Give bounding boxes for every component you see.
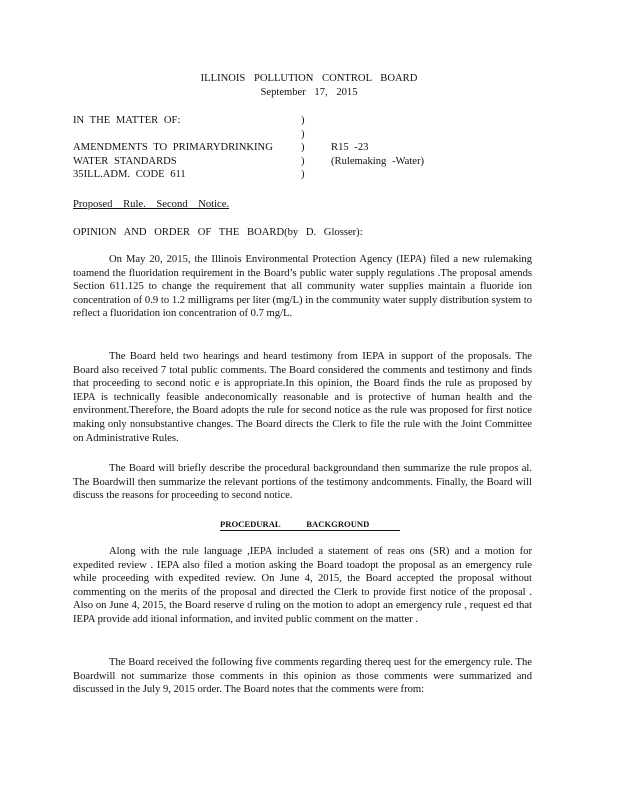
caption-right-line: [331, 128, 531, 142]
caption-parens: [301, 114, 313, 182]
caption-paren: ): [301, 155, 305, 167]
paragraph-text: Along with the rule language ,IEPA included a statement of reas ons (SR) and a motion for expedited review . IEPA also filed a motion asking the Board toadopt the proposal as an emergency rule while proceeding with expedited review. On June 4, 2015, the Board accepted the proposal without commenting on the merits of the proposal and directed the Clerk to provide first notice of the proposal . Also on June 4, 2015, the Board reserve d ruling on the motion to adopt an emergency rule , request ed that IEPA provide add itional information, and invited public comment on the matter .: [73, 546, 532, 625]
document-date: September 17, 2015: [260, 87, 358, 98]
caption-paren: ): [301, 128, 305, 140]
caption-left-line: 35ILL.ADM. CODE 611: [73, 169, 186, 181]
paragraph-4: [73, 545, 532, 627]
paragraph-text: On May 20, 2015, the Illinois Environmental Protection Agency (IEPA) filed a new rulemaking toamend the fluoridation requirement in the Board’s public water supply regulations .The proposal amends Section 611.125 to change the requirement that all community water supplies maintain a fluoride ion concentration of 0.9 to 1.2 milligrams per liter (mg/L) in the community water supply distribution system to reflect a fluoridation ion concentration of 0.7 mg/L.: [73, 254, 532, 320]
caption-left-line: AMENDMENTS TO PRIMARYDRINKING: [73, 142, 273, 154]
paragraph-text: The Board received the following five comments regarding thereq uest for the emergency rule. The Boardwill not summarize those comments in this opinion as those comments were summarized and discussed in the July 9, 2015 order. The Board notes that the comments were from:: [73, 657, 532, 696]
opinion-heading: OPINION AND ORDER OF THE BOARD(by D. Glosser):: [73, 227, 363, 238]
caption-left-line: WATER STANDARDS: [73, 155, 177, 167]
paragraph-1: [73, 253, 532, 321]
proposed-rule-notice: Proposed Rule. Second Notice.: [73, 199, 230, 210]
caption-right-line: [331, 168, 531, 182]
caption-right-line: [331, 114, 531, 128]
section-title-procedural-background: PROCEDURAL BACKGROUND: [220, 519, 400, 531]
caption-left-line: [73, 128, 303, 142]
caption-right: [331, 114, 531, 182]
paragraph-text: The Board held two hearings and heard testimony from IEPA in support of the proposals. The Board also received 7 total public comments. The Board considered the comments and testimony and finds that proceeding to second notic e is appropriate.In this opinion, the Board finds the rule as proposed by IEPA is technically feasible andeconomically reasonable and is protective of human health and the environment.Therefore, the Board adopts the rule for second notice as the rule was proposed for first notice making only nonsubstantive changes. The Board directs the Clerk to file the rule with the Joint Committee on Administrative Rules.: [73, 351, 532, 444]
caption-paren: ): [301, 169, 305, 181]
paragraph-3: [73, 462, 532, 503]
docket-number: R15 -23: [331, 142, 369, 154]
paragraph-5: [73, 656, 532, 697]
caption-left-line: IN THE MATTER OF:: [73, 115, 181, 126]
caption-left: [73, 114, 303, 182]
caption-paren: ): [301, 115, 305, 126]
rulemaking-type: (Rulemaking -Water): [331, 155, 425, 167]
paragraph-text: The Board will briefly describe the procedural backgroundand then summarize the rule propos al. The Boardwill then summarize the relevant portions of the testimony andcomments. Finally, the Board will discuss the reasons for proceeding to second notice.: [73, 463, 532, 502]
board-name: ILLINOIS POLLUTION CONTROL BOARD: [200, 73, 418, 84]
notice-line: [73, 198, 532, 212]
caption-paren: ): [301, 142, 305, 154]
paragraph-2: [73, 350, 532, 445]
